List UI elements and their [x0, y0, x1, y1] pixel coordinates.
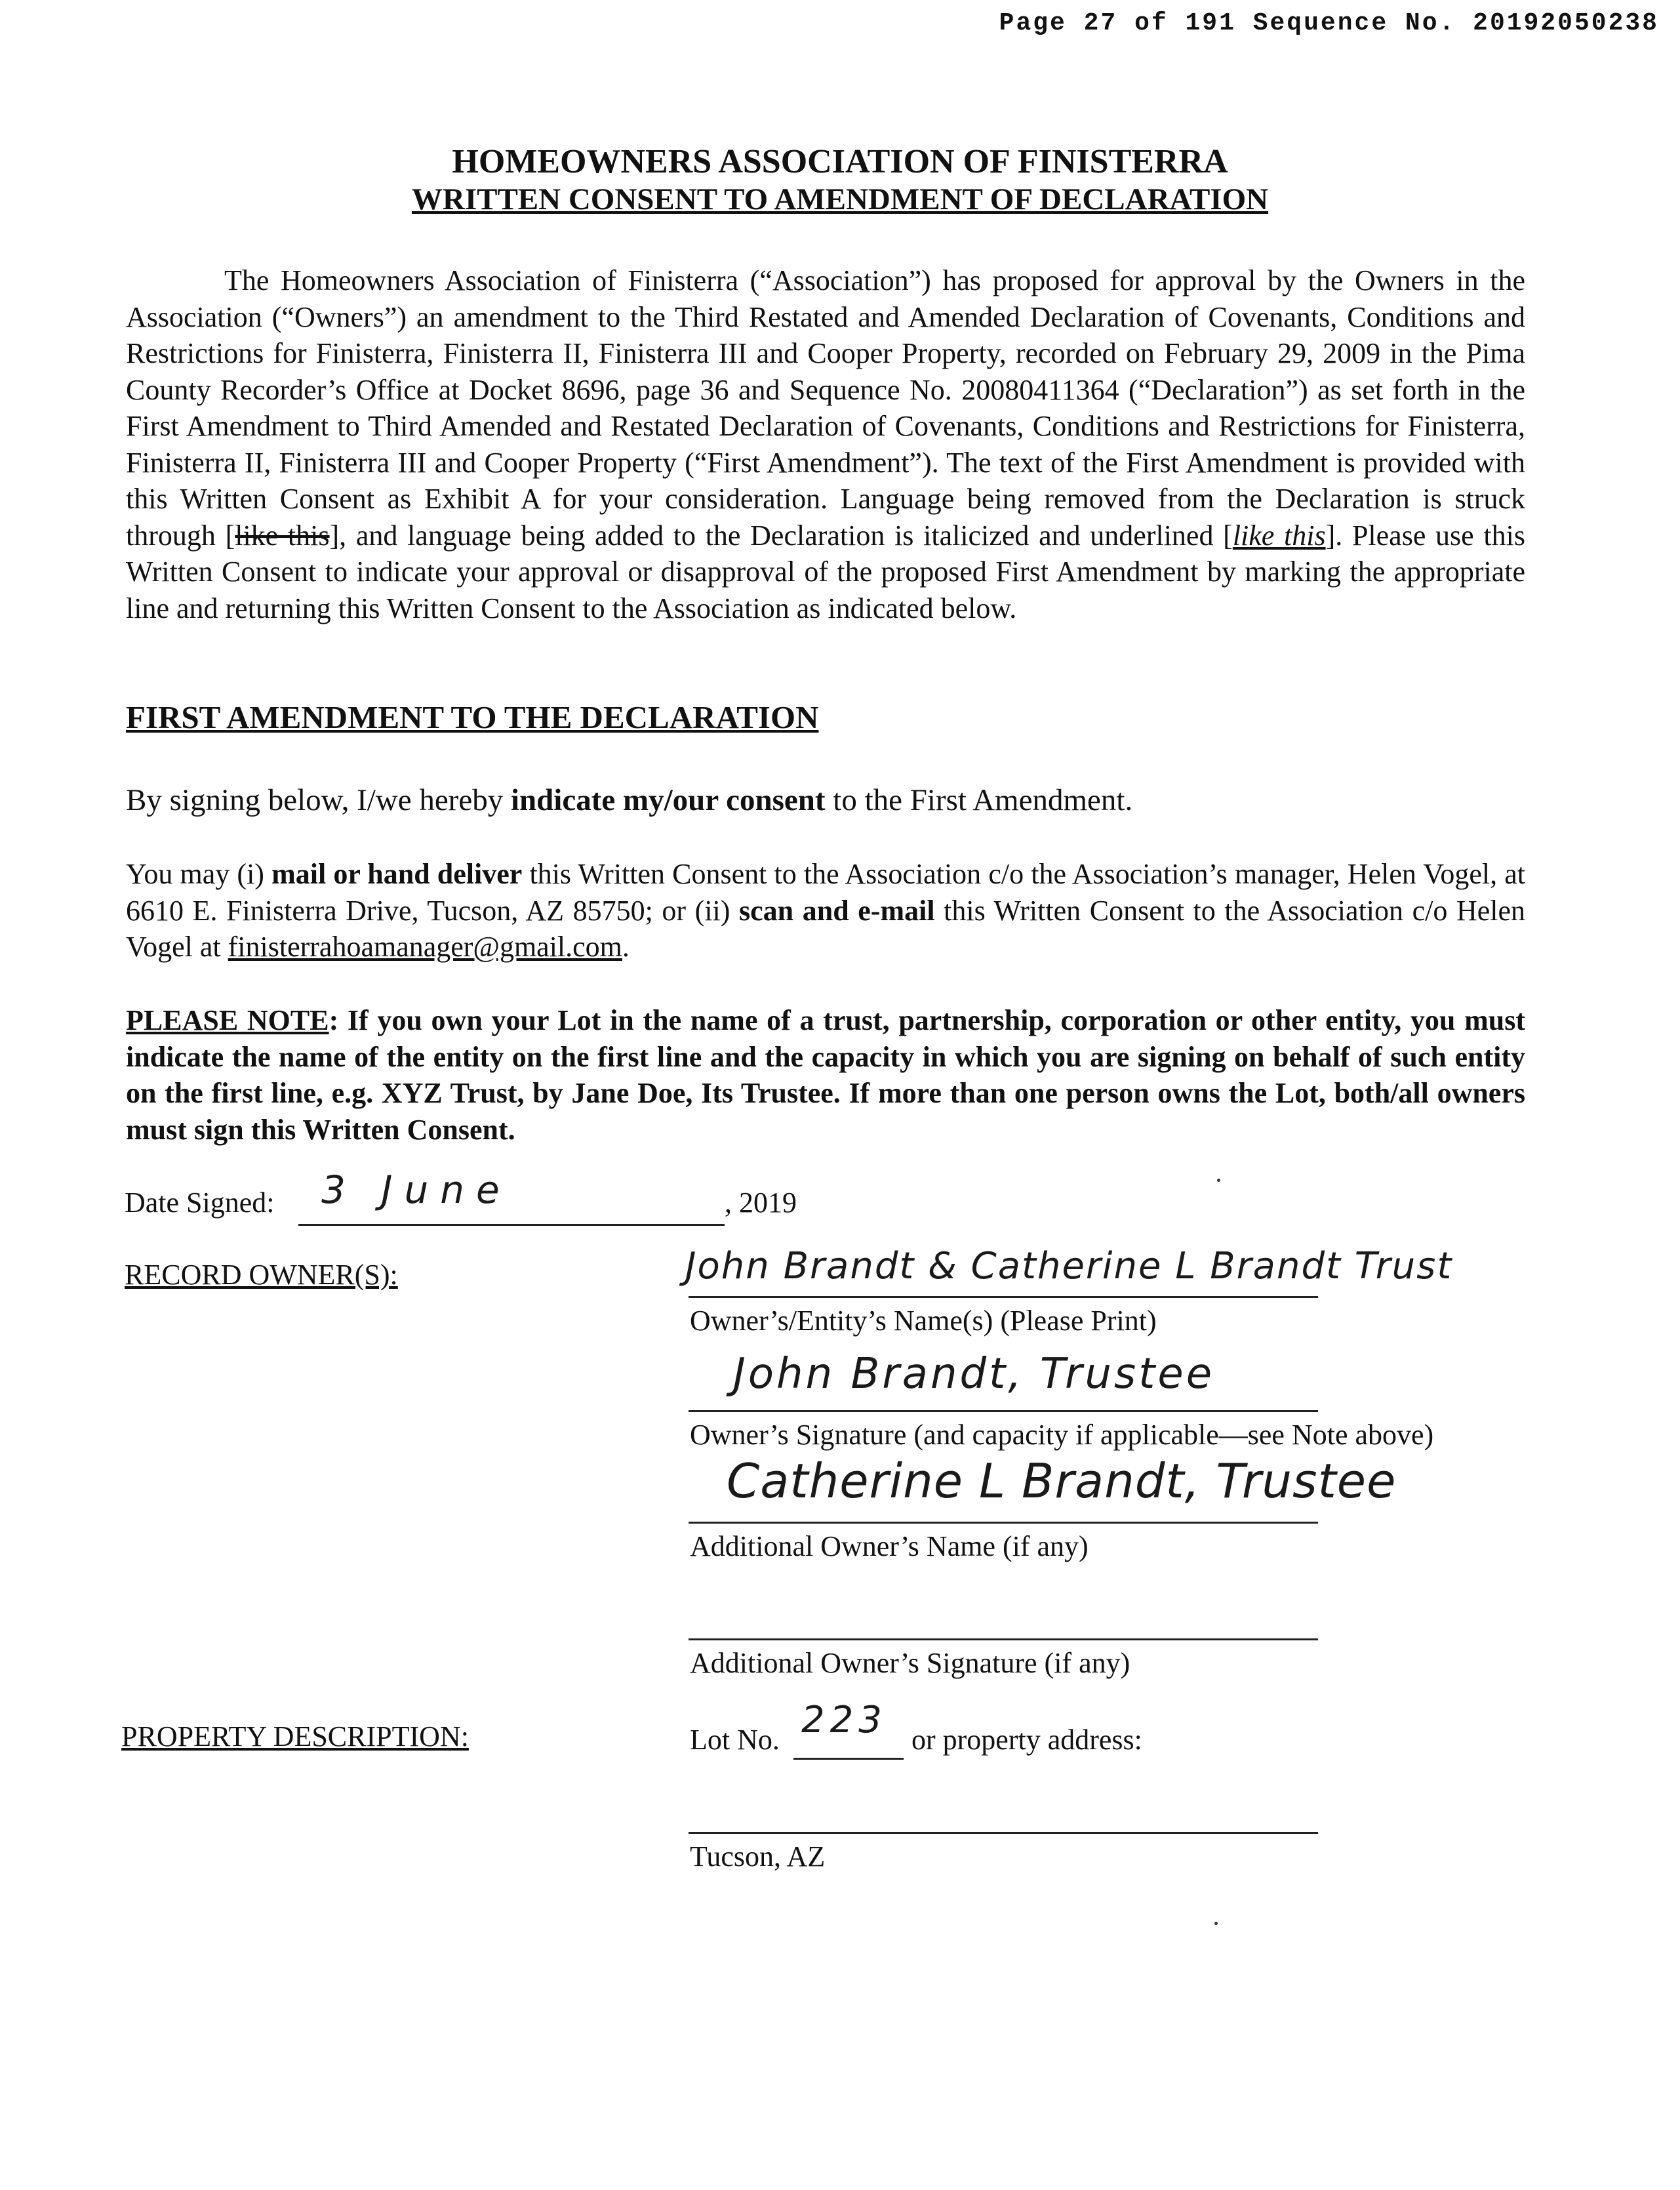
please-note-paragraph: [126, 1002, 1525, 1148]
consent-text-pre: By signing below, I/we hereby: [126, 783, 511, 817]
additional-owner-name-caption: Additional Owner’s Name (if any): [690, 1530, 1089, 1562]
delivery-text-3: this Written Consent to the Association c/o Helen Vogel at: [126, 894, 1526, 963]
property-address-line[interactable]: [689, 1832, 1318, 1834]
owner-signature-value: John Brandt, Trustee: [733, 1350, 1215, 1398]
document-subtitle: WRITTEN CONSENT TO AMENDMENT OF DECLARATION: [411, 182, 1269, 216]
owner-signature-caption: Owner’s Signature (and capacity if applicable—see Note above): [690, 1419, 1434, 1451]
intro-text-2: ], and language being added to the Declaration is italicized and underlined [: [329, 519, 1233, 552]
please-note-text: : If you own your Lot in the name of a trust, partnership, corporation or other entity, you must indicate the name of the entity on the first line and the capacity in which you are signing on behalf of such entity on the first line, e.g. XYZ Trust, by Jane Doe, Its Trustee. If more than one person owns the Lot, both/all owners must sign this Written Consent.: [126, 1004, 1525, 1146]
intro-paragraph: [126, 262, 1525, 626]
property-city: Tucson, AZ: [690, 1840, 826, 1873]
additional-owner-signature-line[interactable]: [689, 1638, 1318, 1640]
additional-owner-name-line[interactable]: [689, 1522, 1318, 1524]
property-address-label: or property address:: [911, 1724, 1142, 1756]
owner-name-caption: Owner’s/Entity’s Name(s) (Please Print): [690, 1305, 1157, 1337]
intro-text-1: The Homeowners Association of Finisterra (“Association”) has proposed for approval by the Owners in the Association (“Owners”) an amendment to the Third Restated and Amended Declaration of Covenants, Conditions and Restrictions for Finisterra, Finisterra II, Finisterra III and Cooper Property, recorded on February 29, 2009 in the Pima County Recorder’s Office at Docket 8696, page 36 and Sequence No. 20080411364 (“Declaration”) as set forth in the First Amendment to Third Amended and Restated Declaration of Covenants, Conditions and Restrictions for Finisterra, Finisterra II, Finisterra III and Cooper Property (“First Amendment”). The text of the First Amendment is provided with this Written Consent as Exhibit A for your consideration. Language being removed from the Declaration is struck through [: [126, 264, 1525, 552]
added-language-example: like this: [1232, 519, 1326, 552]
date-signed-label: Date Signed:: [125, 1186, 275, 1219]
strikethrough-example: like this: [235, 519, 330, 552]
section-title: FIRST AMENDMENT TO THE DECLARATION: [126, 699, 819, 735]
date-signed-value: 3 June: [321, 1167, 511, 1212]
consent-text-post: to the First Amendment.: [825, 783, 1133, 817]
document-title: HOMEOWNERS ASSOCIATION OF FINISTERRA: [452, 143, 1228, 180]
record-owners-label: RECORD OWNER(S):: [125, 1259, 398, 1291]
lot-number-label: Lot No.: [690, 1724, 780, 1756]
delivery-text-2: this Written Consent to the Association c/o the Association’s manager, Helen Vogel, at 6610 E. Finisterra Drive, Tucson, AZ 85750; or (ii): [126, 858, 1525, 927]
date-year: , 2019: [725, 1186, 797, 1219]
consent-statement: [126, 782, 1525, 819]
page-sequence-header: Page 27 of 191 Sequence No. 20192050238: [999, 9, 1659, 37]
lot-number-value: 223: [801, 1699, 887, 1741]
lot-number-line[interactable]: [793, 1758, 904, 1760]
delivery-instructions: [126, 856, 1525, 965]
owner-signature-line[interactable]: [689, 1410, 1318, 1412]
scan-speck: [1214, 1922, 1218, 1925]
date-signed-line[interactable]: [298, 1224, 725, 1226]
property-description-label: PROPERTY DESCRIPTION:: [121, 1720, 469, 1753]
please-note-label: PLEASE NOTE: [126, 1004, 329, 1036]
owner-name-value: John Brandt & Catherine L Brandt Trust: [685, 1245, 1453, 1288]
scan-speck: [1217, 1179, 1220, 1182]
additional-owner-signature-caption: Additional Owner’s Signature (if any): [690, 1647, 1130, 1679]
intro-text-3: ]. Please use this Written Consent to indicate your approval or disapproval of the proposed First Amendment by marking the appropriate line and returning this Written Consent to the Association as indicated below.: [126, 519, 1525, 624]
delivery-text-4: .: [622, 931, 630, 963]
consent-text-bold: indicate my/our consent: [510, 783, 826, 817]
delivery-text-1: You may (i): [126, 858, 272, 890]
additional-owner-name-value: Catherine L Brandt, Trustee: [727, 1453, 1397, 1509]
delivery-method-mail: mail or hand deliver: [271, 858, 523, 890]
owner-name-line[interactable]: [689, 1296, 1318, 1298]
delivery-method-email: scan and e-mail: [739, 894, 935, 927]
manager-email-link[interactable]: finisterrahoamanager@gmail.com: [228, 931, 622, 963]
